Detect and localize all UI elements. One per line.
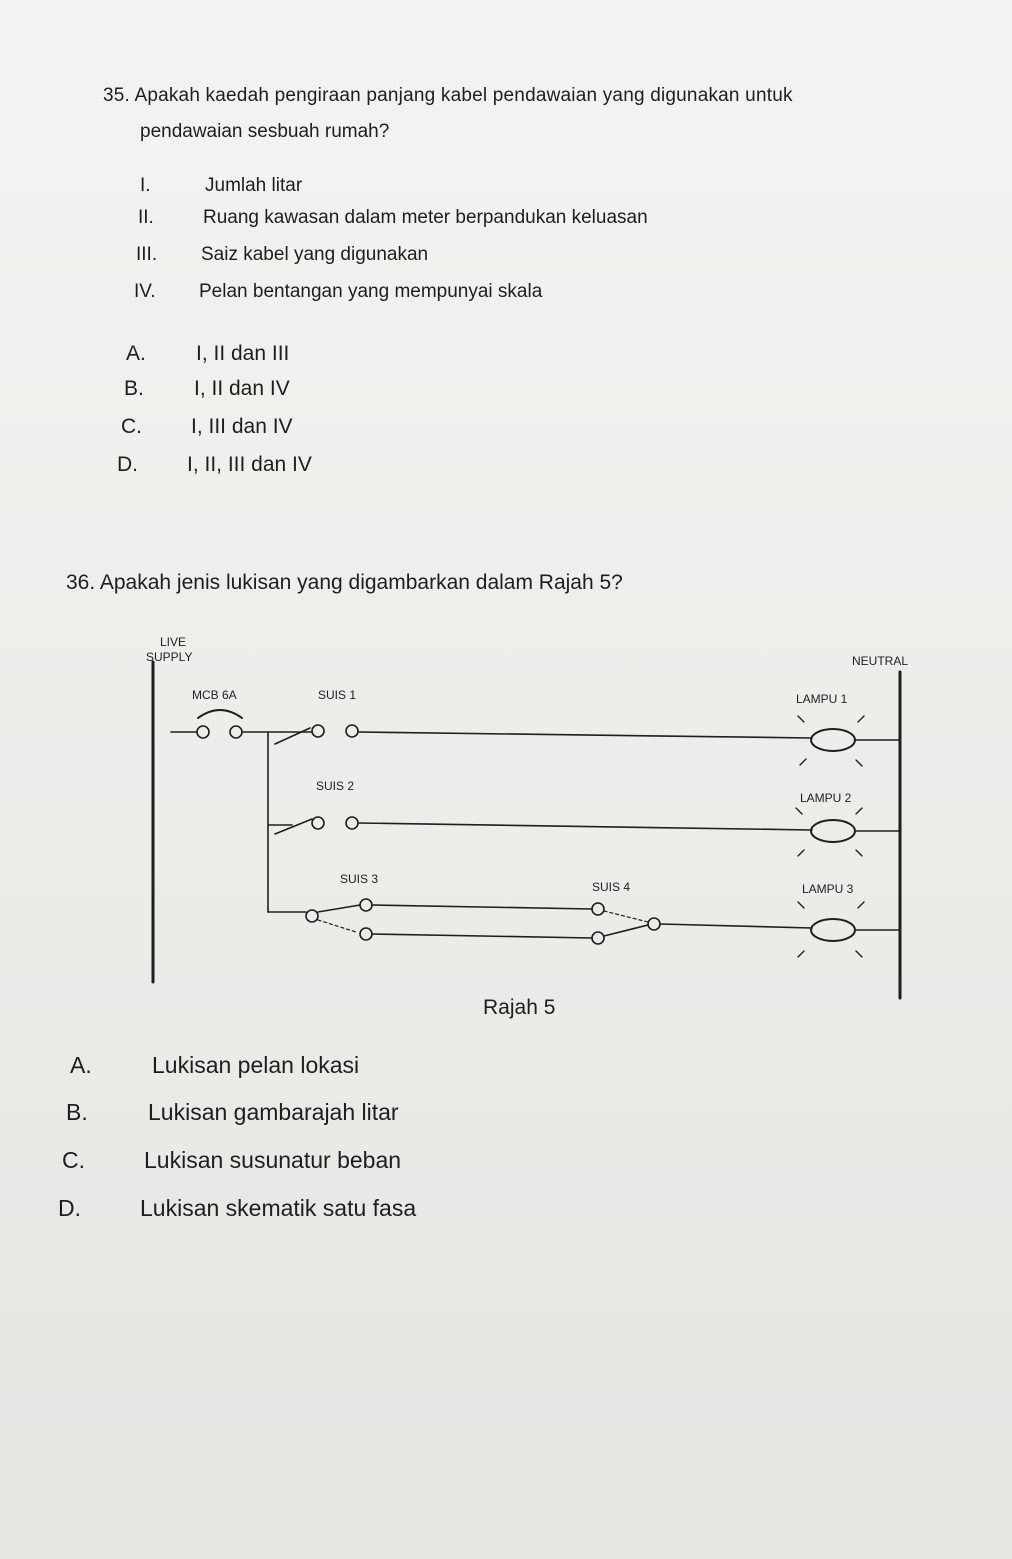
suis2-terminal-a	[312, 817, 324, 829]
lampu2-bulb	[811, 820, 855, 842]
statement-number: I.	[140, 175, 151, 196]
option-text: Lukisan skematik satu fasa	[140, 1195, 417, 1221]
option-text: Lukisan gambarajah litar	[148, 1099, 399, 1125]
question-36-stem: 36. Apakah jenis lukisan yang digambarkan dalam Rajah 5?	[66, 571, 623, 594]
lampu3-bulb	[811, 919, 855, 941]
label-suis1: SUIS 1	[318, 688, 357, 702]
option-letter: D.	[117, 453, 138, 476]
suis3-terminal-bottom	[360, 928, 372, 940]
label-neutral: NEUTRAL	[852, 654, 909, 668]
label-supply: SUPPLY	[146, 650, 193, 664]
label-suis2: SUIS 2	[316, 779, 355, 793]
label-lampu3: LAMPU 3	[802, 882, 854, 896]
strapper-wire-top	[372, 905, 592, 909]
lampu2-feed	[358, 823, 812, 830]
strapper-wire-bottom	[372, 934, 592, 938]
question-35-stem-line2: pendawaian sesbuah rumah?	[140, 121, 390, 142]
statement-number: III.	[136, 244, 158, 265]
statement-text: Ruang kawasan dalam meter berpandukan keluasan	[203, 207, 648, 228]
rajah-5-diagram	[0, 620, 1012, 1040]
suis3-common	[306, 910, 318, 922]
statement-text: Jumlah litar	[205, 175, 303, 196]
label-suis3: SUIS 3	[340, 872, 379, 886]
label-lampu2: LAMPU 2	[800, 791, 852, 805]
option-text: Lukisan susunatur beban	[144, 1147, 402, 1173]
mcb-terminal-right	[230, 726, 242, 738]
suis4-blade	[604, 925, 648, 936]
suis3-terminal-top	[360, 899, 372, 911]
suis4-alt-blade	[604, 911, 648, 922]
suis2-terminal-b	[346, 817, 358, 829]
label-lampu1: LAMPU 1	[796, 692, 848, 706]
suis1-terminal-a	[312, 725, 324, 737]
option-letter: C.	[62, 1147, 85, 1173]
mcb-terminal-left	[197, 726, 209, 738]
suis3-alt-blade	[318, 920, 356, 932]
statement-number: IV.	[134, 281, 156, 302]
option-letter: C.	[121, 415, 142, 438]
suis4-terminal-top	[592, 903, 604, 915]
option-text: I, II dan III	[196, 342, 290, 365]
option-letter: B.	[66, 1099, 88, 1125]
suis1-blade	[275, 728, 310, 744]
option-text: Lukisan pelan lokasi	[152, 1052, 360, 1078]
option-text: I, III dan IV	[191, 415, 293, 438]
question-35-stem-line1: 35. Apakah kaedah pengiraan panjang kabel pendawaian yang digunakan untuk	[103, 85, 793, 106]
suis4-common	[648, 918, 660, 930]
suis3-blade	[318, 905, 360, 912]
label-live: LIVE	[160, 635, 187, 649]
option-letter: B.	[124, 377, 144, 400]
option-letter: A.	[126, 342, 146, 365]
option-text: I, II, III dan IV	[187, 453, 312, 476]
option-letter: D.	[58, 1195, 81, 1221]
option-text: I, II dan IV	[194, 377, 290, 400]
suis1-terminal-b	[346, 725, 358, 737]
question-35-stem	[103, 78, 983, 150]
suis2-blade	[275, 819, 312, 834]
lampu1-feed	[358, 732, 812, 738]
statement-text: Pelan bentangan yang mempunyai skala	[199, 281, 543, 302]
label-suis4: SUIS 4	[592, 880, 631, 894]
suis4-terminal-bottom	[592, 932, 604, 944]
statement-text: Saiz kabel yang digunakan	[201, 244, 429, 265]
option-letter: A.	[70, 1052, 92, 1078]
lampu1-bulb	[811, 729, 855, 751]
lampu3-feed	[660, 924, 812, 928]
diagram-caption: Rajah 5	[483, 996, 556, 1019]
mcb-breaker-arc	[198, 710, 242, 718]
statement-number: II.	[138, 207, 154, 228]
label-mcb: MCB 6A	[192, 688, 237, 702]
